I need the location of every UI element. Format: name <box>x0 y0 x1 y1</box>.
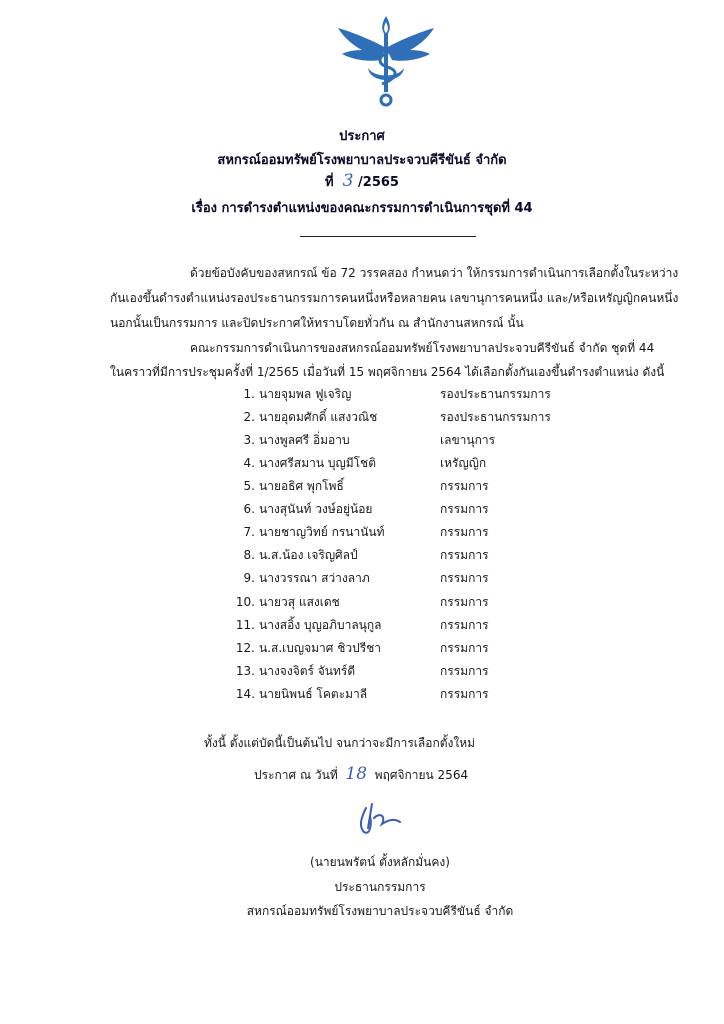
header-divider <box>300 236 476 237</box>
list-item: 8. น.ส.น้อง เจริญศิลป์ กรรมการ <box>235 544 595 566</box>
document-number-handwritten: 3 <box>342 171 354 191</box>
list-item: 10. นายวสุ แสงเดช กรรมการ <box>235 591 595 613</box>
organization-name: สหกรณ์ออมทรัพย์โรงพยาบาลประจวบคีรีขันธ์ จำกัด <box>217 153 507 168</box>
member-position: กรรมการ <box>440 595 489 609</box>
member-name: นางสอิ้ง บุญอภิบาลนุกูล <box>259 618 382 632</box>
list-item: 2. นายอุดมศักดิ์ แสงวณิช รองประธานกรรมการ <box>235 406 595 428</box>
cooperative-logo <box>332 10 440 110</box>
date-suffix: พฤศจิกายน 2564 <box>374 768 469 782</box>
member-position: กรรมการ <box>440 479 489 493</box>
list-item: 1. นายจุมพล ฟูเจริญ รองประธานกรรมการ <box>235 383 595 405</box>
list-item: 14. นายนิพนธ์ โคตะมาลี กรรมการ <box>235 683 595 705</box>
member-name: นางจงจิตร์ จันทร์ดี <box>259 664 356 678</box>
member-position: เหรัญญิก <box>440 456 487 470</box>
document-number-suffix: /2565 <box>358 175 399 190</box>
member-position: กรรมการ <box>440 525 489 539</box>
list-item: 6. นางสุนันท์ วงษ์อยู่น้อย กรรมการ <box>235 498 595 520</box>
paragraph-1-line-1: ด้วยข้อบังคับของสหกรณ์ ข้อ 72 วรรคสอง กำหนดว่า ให้กรรมการดำเนินการเลือกตั้งในระหว่าง <box>190 266 679 280</box>
list-item: 3. นางพูลศรี อิ่มอาบ เลขานุการ <box>235 429 595 451</box>
signer-title: ประธานกรรมการ <box>334 880 426 894</box>
member-position: กรรมการ <box>440 548 489 562</box>
paragraph-1-line-2: กันเองขึ้นดำรงตำแหน่งรองประธานกรรมการคนหนึ่งหรือหลายคน เลขานุการคนหนึ่ง และ/หรือเหรัญญิกคนหนึ่ง <box>110 291 679 305</box>
member-name: นางวรรณา สว่างลาภ <box>259 571 370 585</box>
member-position: กรรมการ <box>440 687 489 701</box>
member-name: นางสุนันท์ วงษ์อยู่น้อย <box>259 502 373 516</box>
member-name: นางศรีสมาน บุญมีโชติ <box>259 456 376 470</box>
member-name: นายนิพนธ์ โคตะมาลี <box>259 687 368 701</box>
member-position: กรรมการ <box>440 664 489 678</box>
date-prefix: ประกาศ ณ วันที่ <box>254 768 338 782</box>
member-position: กรรมการ <box>440 571 489 585</box>
member-name: นายชาญวิทย์ กรนานันท์ <box>259 525 385 539</box>
member-name: นายวสุ แสงเดช <box>259 595 340 609</box>
announcement-subject: เรื่อง การดำรงตำแหน่งของคณะกรรมการดำเนินการชุดที่ 44 <box>191 201 533 216</box>
effective-statement: ทั้งนี้ ตั้งแต่บัดนี้เป็นต้นไป จนกว่าจะมีการเลือกตั้งใหม่ <box>204 736 476 750</box>
member-name: น.ส.น้อง เจริญศิลป์ <box>259 548 358 562</box>
list-item: 4. นางศรีสมาน บุญมีโชติ เหรัญญิก <box>235 452 595 474</box>
paragraph-1-line-3: นอกนั้นเป็นกรรมการ และปิดประกาศให้ทราบโดยทั่วกัน ณ สำนักงานสหกรณ์ นั้น <box>110 316 524 330</box>
member-name: น.ส.เบญจมาศ ชิวปรีชา <box>259 641 382 655</box>
member-position: รองประธานกรรมการ <box>440 410 551 424</box>
signature <box>348 798 408 838</box>
list-item: 13. นางจงจิตร์ จันทร์ดี กรรมการ <box>235 660 595 682</box>
paragraph-2-line-2: ในคราวที่มีการประชุมครั้งที่ 1/2565 เมื่อวันที่ 15 พฤศจิกายน 2564 ได้เลือกตั้งกันเองขึ้นดำรงตำแหน่ง ดังนี้ <box>110 365 665 379</box>
list-item: 12. น.ส.เบญจมาศ ชิวปรีชา กรรมการ <box>235 637 595 659</box>
document-number <box>0 171 724 192</box>
list-item: 7. นายชาญวิทย์ กรนานันท์ กรรมการ <box>235 521 595 543</box>
member-name: นายอธิศ พุกโพธิ์ <box>259 479 344 493</box>
announcement-title: ประกาศ <box>339 129 385 144</box>
member-position: กรรมการ <box>440 641 489 655</box>
signer-name: (นายนพรัตน์ ตั้งหลักมั่นคง) <box>310 855 450 869</box>
member-name: นายอุดมศักดิ์ แสงวณิช <box>259 410 378 424</box>
member-position: เลขานุการ <box>440 433 496 447</box>
date-day-handwritten: 18 <box>345 764 368 784</box>
member-name: นางพูลศรี อิ่มอาบ <box>259 433 350 447</box>
list-item: 9. นางวรรณา สว่างลาภ กรรมการ <box>235 567 595 589</box>
signer-organization: สหกรณ์ออมทรัพย์โรงพยาบาลประจวบคีรีขันธ์ จำกัด <box>246 904 514 918</box>
list-item: 11. นางสอิ้ง บุญอภิบาลนุกูล กรรมการ <box>235 614 595 636</box>
document-number-prefix: ที่ <box>325 175 334 190</box>
member-position: กรรมการ <box>440 618 489 632</box>
member-name: นายจุมพล ฟูเจริญ <box>259 387 352 401</box>
paragraph-2-line-1: คณะกรรมการดำเนินการของสหกรณ์ออมทรัพย์โรงพยาบาลประจวบคีรีขันธ์ จำกัด ชุดที่ 44 <box>190 341 655 355</box>
list-item: 5. นายอธิศ พุกโพธิ์ กรรมการ <box>235 475 595 497</box>
member-position: รองประธานกรรมการ <box>440 387 551 401</box>
announcement-date <box>254 764 468 785</box>
member-position: กรรมการ <box>440 502 489 516</box>
